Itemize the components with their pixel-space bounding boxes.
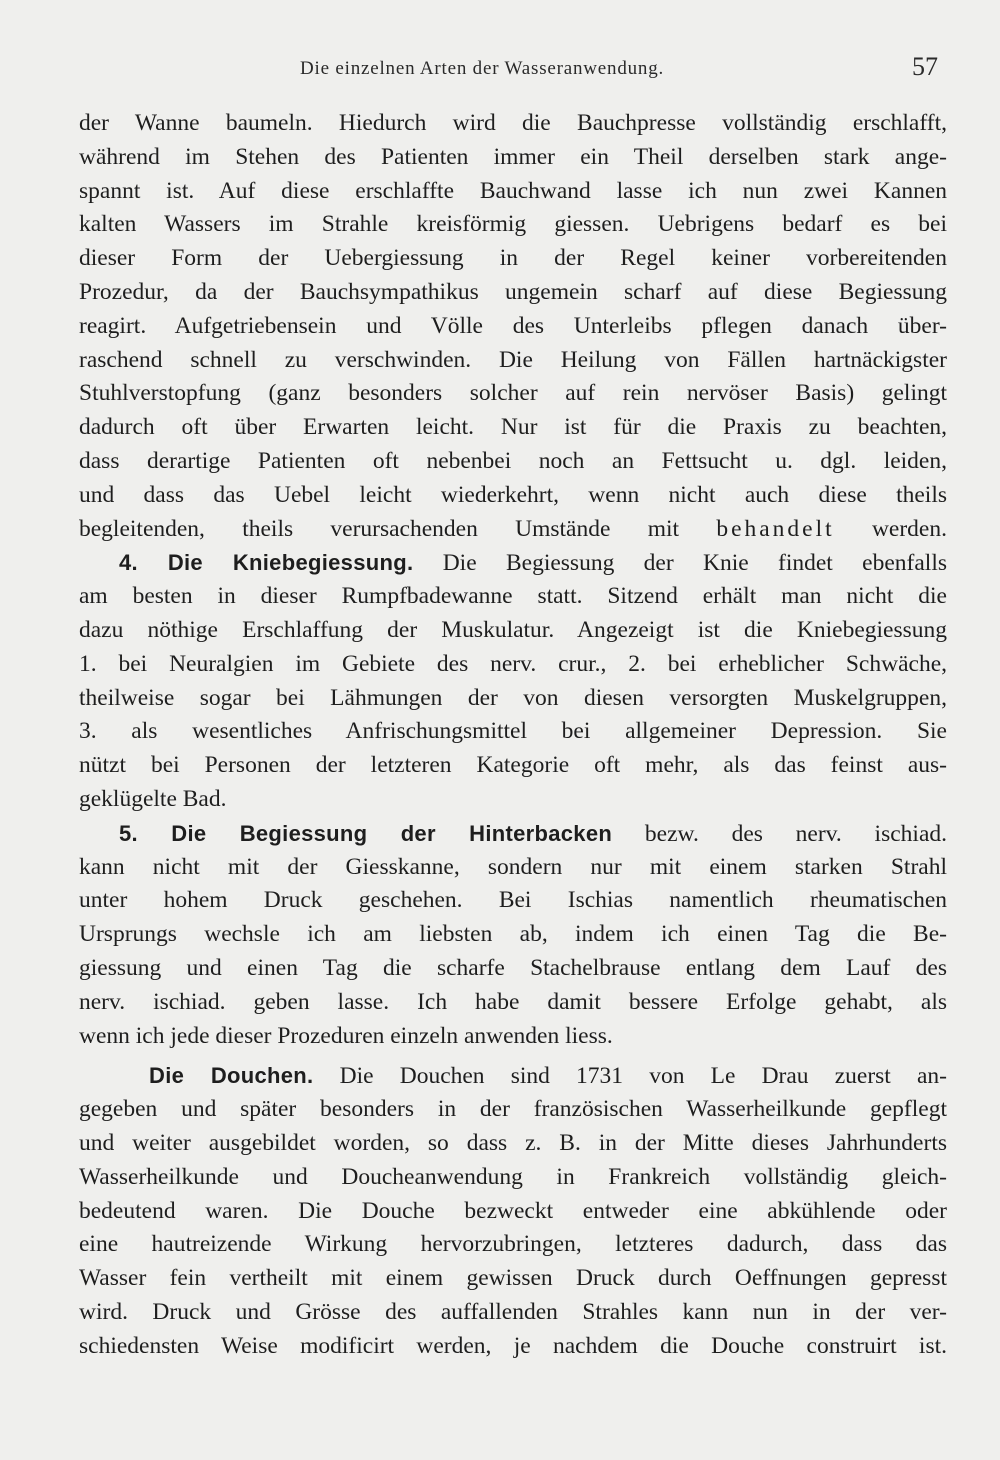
douchen-first-line <box>79 1059 947 1093</box>
text-line: Ursprungs wechsle ich am liebsten ab, indem ich einen Tag die Be- <box>79 921 947 948</box>
text-line: während im Stehen des Patienten immer ein Theil derselben stark ange- <box>79 143 947 170</box>
text-line: raschend schnell zu verschwinden. Die Heilung von Fällen hartnäckigster <box>79 346 947 373</box>
letterspaced-word: behandelt <box>716 515 835 542</box>
text-line: gegeben und später besonders in der französischen Wasserheilkunde gepflegt <box>79 1096 947 1123</box>
page-number: 57 <box>912 52 938 81</box>
text-line: spannt ist. Auf diese erschlaffte Bauchwand lasse ich nun zwei Kannen <box>79 177 947 204</box>
text-line: dass derartige Patienten oft nebenbei noch an Fettsucht u. dgl. leiden, <box>79 447 947 474</box>
text-line: 1. bei Neuralgien im Gebiete des nerv. crur., 2. bei erheblicher Schwäche, <box>79 650 947 677</box>
text-line: Wasserheilkunde und Doucheanwendung in Frankreich vollständig gleich- <box>79 1163 947 1190</box>
text-line: Stuhlverstopfung (ganz besonders solcher auf rein nervöser Basis) gelingt <box>79 380 947 407</box>
text-fragment: bezw. des nerv. ischiad. <box>612 820 947 847</box>
text-line: und weiter ausgebildet worden, so dass z. B. in der Mitte dieses Jahrhunderts <box>79 1129 947 1156</box>
text-line: am besten in dieser Rumpfbadewanne statt. Sitzend erhält man nicht die <box>79 583 947 610</box>
douchen-heading: Die Douchen. <box>149 1063 314 1089</box>
text-fragment: Die Douchen sind 1731 von Le Drau zuerst an- <box>313 1063 947 1090</box>
text-line-paragraph-end <box>79 513 947 547</box>
text-line: reagirt. Aufgetriebensein und Völle des Unterleibs pflegen danach über- <box>79 312 947 339</box>
text-line: bedeutend waren. Die Douche bezweckt entweder eine abkühlende oder <box>79 1197 947 1224</box>
section-5-heading: 5. Die Begiessung der Hinterbacken <box>119 820 613 846</box>
text-line: der Wanne baumeln. Hiedurch wird die Bauchpresse vollständig erschlafft, <box>79 110 947 136</box>
section-4-heading: 4. Die Kniebegiessung. <box>119 550 414 576</box>
text-line: dieser Form der Uebergiessung in der Regel keiner vorbereitenden <box>79 245 947 272</box>
text-fragment: werden. <box>834 515 947 542</box>
text-line: und dass das Uebel leicht wiederkehrt, wenn nicht auch diese theils <box>79 481 947 508</box>
text-line: unter hohem Druck geschehen. Bei Ischias namentlich rheumatischen <box>79 887 947 914</box>
text-line-paragraph-end: wenn ich jede dieser Prozeduren einzeln anwenden liess. <box>79 1022 613 1049</box>
text-line: dadurch oft über Erwarten leicht. Nur ist für die Praxis zu beachten, <box>79 414 947 441</box>
text-fragment: Die Begiessung der Knie findet ebenfalls <box>413 550 947 577</box>
text-line: eine hautreizende Wirkung hervorzubringen, letzteres dadurch, dass das <box>79 1231 947 1258</box>
text-line: 3. als wesentliches Anfrischungsmittel bei allgemeiner Depression. Sie <box>79 718 947 745</box>
text-line: wird. Druck und Grösse des auffallenden Strahles kann nun in der ver- <box>79 1298 947 1325</box>
text-line: theilweise sogar bei Lähmungen der von diesen versorgten Muskelgruppen, <box>79 684 947 711</box>
text-line: nützt bei Personen der letzteren Kategorie oft mehr, als das feinst aus- <box>79 752 947 779</box>
text-line: Wasser fein vertheilt mit einem gewissen Druck durch Oeffnungen gepresst <box>79 1265 947 1292</box>
text-line: Prozedur, da der Bauchsympathikus ungemein scharf auf diese Begiessung <box>79 278 947 305</box>
text-line: giessung und einen Tag die scharfe Stachelbrause entlang dem Lauf des <box>79 954 947 981</box>
text-line: schiedensten Weise modificirt werden, je nachdem die Douche construirt ist. <box>79 1332 947 1359</box>
running-title: Die einzelnen Arten der Wasseranwendung. <box>300 58 665 79</box>
text-line: kann nicht mit der Giesskanne, sondern nur mit einem starken Strahl <box>79 853 947 880</box>
text-line: dazu nöthige Erschlaffung der Muskulatur. Angezeigt ist die Kniebegiessung <box>79 616 947 643</box>
text-line: nerv. ischiad. geben lasse. Ich habe damit bessere Erfolge gehabt, als <box>79 988 947 1015</box>
text-line: kalten Wassers im Strahle kreisförmig giessen. Uebrigens bedarf es bei <box>79 211 947 238</box>
text-fragment: begleitenden, theils verursachenden Umstände mit <box>79 515 717 542</box>
section-4-first-line <box>79 546 947 580</box>
body-text <box>79 107 947 1363</box>
section-5-first-line <box>79 817 947 851</box>
text-line-paragraph-end: geklügelte Bad. <box>79 785 227 812</box>
